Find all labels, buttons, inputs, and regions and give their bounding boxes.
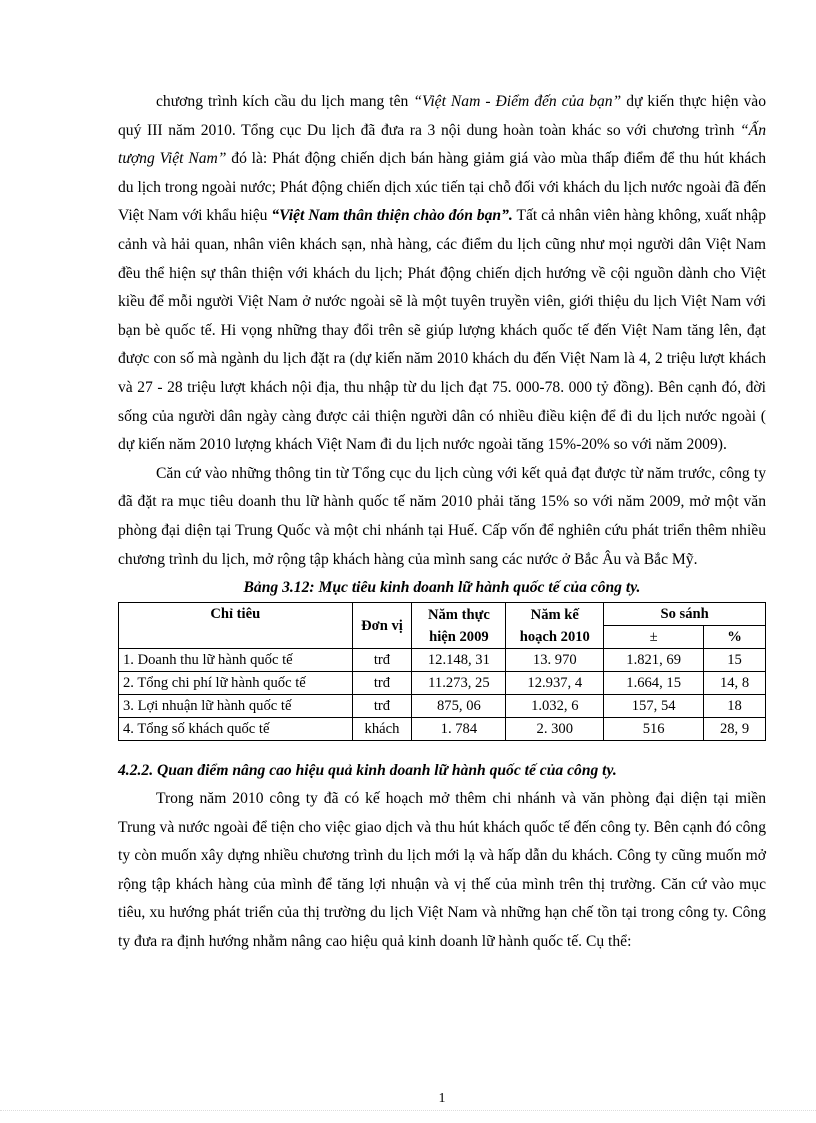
table-row xyxy=(119,695,766,718)
cell-percent: 14, 8 xyxy=(704,672,766,695)
text-run: đó là: Phát động chiến dịch bán hàng giảm giá vào mùa thấp điểm để thu hút khách du lịch trong ngoài nước; Phát động chiến dịch xúc tiến tại chỗ đối với khách du lịch nước ngoài đã đến Việt Nam với khẩu hiệu xyxy=(118,150,766,225)
italic-slogan: “Việt Nam thân thiện chào đón bạn”. xyxy=(271,207,513,225)
cell-actual-2009: 12.148, 31 xyxy=(412,649,506,672)
cell-unit: trđ xyxy=(352,672,412,695)
table-row xyxy=(119,718,766,741)
page-number: 1 xyxy=(438,1091,446,1106)
cell-unit: trđ xyxy=(352,695,412,718)
paragraph-3: Trong năm 2010 công ty đã có kế hoạch mở thêm chi nhánh và văn phòng đại diện tại miền Trung và nước ngoài để tiện cho việc giao dịch và thu hút khách quốc tế đến công ty. Bên cạnh đó công ty còn muốn xây dựng nhiều chương trình du lịch mới lạ và hấp dẫn du khách. Công ty cũng muốn mở rộng tập khách hàng của mình để tăng lợi nhuận và vị thế của mình trên thị trường. Căn cứ vào mục tiêu, xu hướng phát triển của thị trường du lịch Việt Nam và những hạn chế tồn tại trong công ty. Công ty đưa ra định hướng nhằm nâng cao hiệu quả kinh doanh lữ hành quốc tế. Cụ thể: xyxy=(118,790,766,951)
page-bottom-divider xyxy=(0,1110,816,1111)
document-page xyxy=(118,88,767,1106)
cell-percent: 18 xyxy=(704,695,766,718)
paragraph-2: Căn cứ vào những thông tin từ Tổng cục du lịch cùng với kết quả đạt được từ năm trước, công ty đã đặt ra mục tiêu doanh thu lữ hành quốc tế năm 2010 phải tăng 15% so với năm 2009, mở một văn phòng đại diện tại Trung Quốc và một chi nhánh tại Huế. Cấp vốn để nghiên cứu phát triển thêm nhiều chương trình du lịch, mở rộng tập khách hàng của mình sang các nước ở Bắc Âu và Bắc Mỹ. xyxy=(118,464,766,568)
cell-indicator: 2. Tổng chi phí lữ hành quốc tế xyxy=(119,672,353,695)
cell-unit: khách xyxy=(352,718,412,741)
cell-indicator: 4. Tổng số khách quốc tế xyxy=(119,718,353,741)
cell-actual-2009: 1. 784 xyxy=(412,718,506,741)
paragraph-1 xyxy=(118,88,766,460)
cell-indicator: 1. Doanh thu lữ hành quốc tế xyxy=(119,649,353,672)
text-run: Tất cả nhân viên hàng không, xuất nhập cảnh và hải quan, nhân viên khách sạn, nhà hàng, các điểm du lịch cũng như mọi người dân Việt Nam đều thể hiện sự thân thiện với khách du lịch; Phát động chiến dịch hướng về cội nguồn dành cho Việt kiều để mỗi người Việt Nam ở nước ngoài sẽ là một tuyên truyền viên, giới thiệu du lịch Việt Nam với bạn bè quốc tế. Hi vọng những thay đổi trên sẽ giúp lượng khách quốc tế đến Việt Nam tăng lên, đạt được con số mà ngành du lịch đặt ra (dự kiến năm 2010 khách du đến Việt Nam là 4, 2 triệu lượt khách và 27 - 28 triệu lượt khách nội địa, thu nhập từ du lịch đạt 75. 000-78. 000 tỷ đồng). Bên cạnh đó, đời sống của người dân ngày càng được cải thiện người dân có nhiều điều kiện để đi du lịch nước ngoài ( dự kiến năm 2010 lượng khách Việt Nam đi du lịch nước ngoài tăng 15%-20% so với năm 2009). xyxy=(118,207,767,454)
cell-actual-2009: 11.273, 25 xyxy=(412,672,506,695)
text-run: dự kiến thực hiện vào quý III năm 2010. Tổng cục Du lịch đã đưa ra 3 nội dung hoàn toàn khác so với chương trình xyxy=(118,93,766,139)
cell-percent: 28, 9 xyxy=(704,718,766,741)
header-percent: % xyxy=(704,626,766,649)
table-header-row xyxy=(119,603,766,626)
header-compare: So sánh xyxy=(604,603,766,626)
cell-plan-2010: 12.937, 4 xyxy=(506,672,604,695)
cell-indicator: 3. Lợi nhuận lữ hành quốc tế xyxy=(119,695,353,718)
table-caption: Bảng 3.12: Mục tiêu kinh doanh lữ hành quốc tế của công ty. xyxy=(243,579,641,597)
header-unit: Đơn vị xyxy=(352,603,412,649)
header-indicator: Chỉ tiêu xyxy=(119,603,353,649)
cell-unit: trđ xyxy=(352,649,412,672)
header-diff: ± xyxy=(604,626,704,649)
header-actual-2009: Năm thực hiện 2009 xyxy=(412,603,506,649)
cell-diff: 516 xyxy=(604,718,704,741)
section-heading: 4.2.2. Quan điểm nâng cao hiệu quả kinh doanh lữ hành quốc tế của công ty. xyxy=(118,762,617,780)
table-row xyxy=(119,649,766,672)
cell-diff: 1.664, 15 xyxy=(604,672,704,695)
header-plan-2010: Năm kế hoạch 2010 xyxy=(506,603,604,649)
cell-diff: 157, 54 xyxy=(604,695,704,718)
table-row xyxy=(119,672,766,695)
cell-plan-2010: 13. 970 xyxy=(506,649,604,672)
italic-quote: “Việt Nam - Điểm đến của bạn” xyxy=(413,93,622,110)
cell-actual-2009: 875, 06 xyxy=(412,695,506,718)
italic-quote: “Ấn tượng Việt Nam” xyxy=(118,121,766,168)
cell-diff: 1.821, 69 xyxy=(604,649,704,672)
cell-plan-2010: 1.032, 6 xyxy=(506,695,604,718)
cell-percent: 15 xyxy=(704,649,766,672)
cell-plan-2010: 2. 300 xyxy=(506,718,604,741)
text-run: chương trình kích cầu du lịch mang tên xyxy=(156,93,414,110)
business-targets-table xyxy=(118,602,766,741)
